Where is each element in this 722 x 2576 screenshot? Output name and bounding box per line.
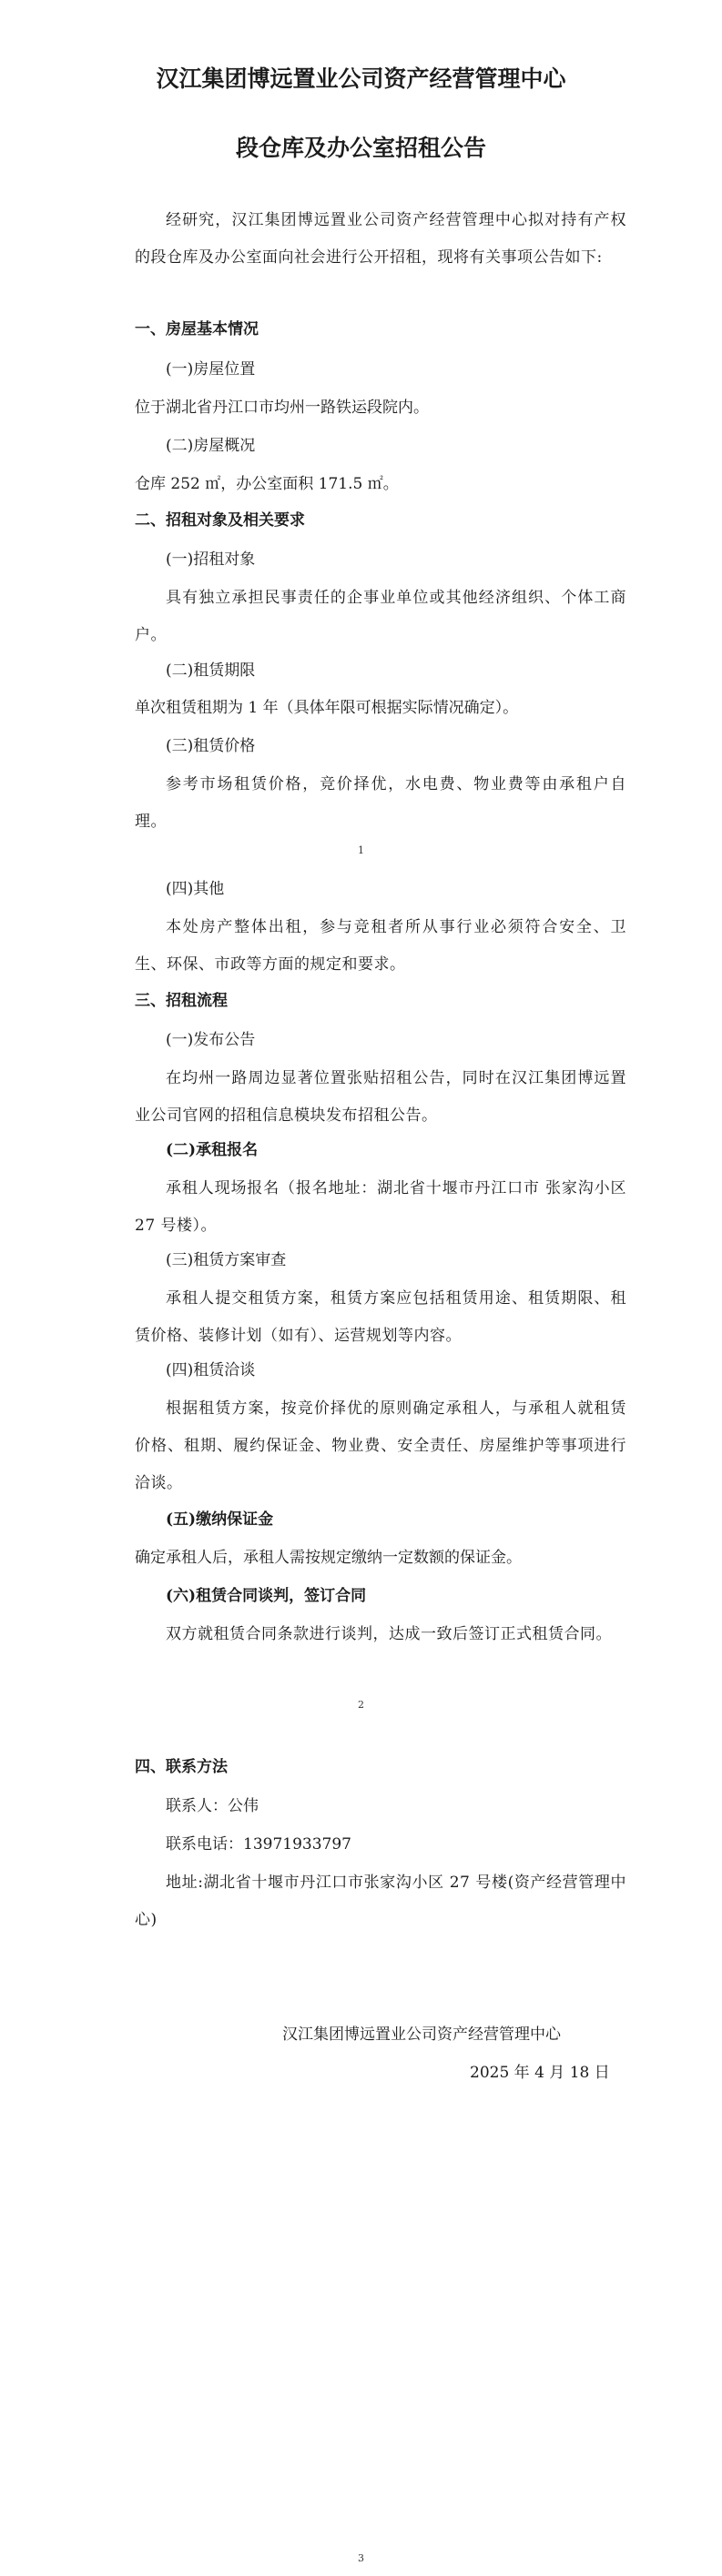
- page-number-3: 3: [358, 2552, 364, 2564]
- subsection-2-1-heading: (一)招租对象: [166, 551, 256, 569]
- page-number-2: 2: [358, 1699, 364, 1711]
- contact-phone-row: [166, 1834, 351, 1855]
- section-3-heading: 三、招租流程: [135, 992, 228, 1010]
- subsection-3-6-text: 双方就租赁合同条款进行谈判，达成一致后签订正式租赁合同。: [166, 1625, 612, 1643]
- contact-address: 地址:湖北省十堰市丹江口市张家沟小区 27 号楼(资产经营管理中心): [135, 1874, 626, 1929]
- subsection-2-1-text: 具有独立承担民事责任的企事业单位或其他经济组织、个体工商户。: [135, 589, 626, 644]
- contact-phone-label: 联系电话：: [166, 1835, 243, 1854]
- subsection-1-1-heading: (一)房屋位置: [166, 360, 256, 379]
- subsection-3-1-heading: (一)发布公告: [166, 1031, 256, 1049]
- contact-phone-number: 13971933797: [243, 1835, 351, 1854]
- document-page-2: [0, 860, 722, 1720]
- subsection-3-3-heading: (三)租赁方案审查: [166, 1251, 287, 1269]
- subsection-2-3-heading: (三)租赁价格: [166, 737, 256, 755]
- subsection-1-1-text: 位于湖北省丹江口市均州一路铁运段院内。: [135, 399, 429, 417]
- subsection-3-2-heading: (二)承租报名: [166, 1141, 259, 1159]
- page-number-1: 1: [358, 844, 364, 856]
- subsection-3-5-text: 确定承租人后，承租人需按规定缴纳一定数额的保证金。: [135, 1549, 522, 1567]
- title-line-2: 段仓库及办公室招租公告: [235, 135, 486, 161]
- signature-organization: 汉江集团博远置业公司资产经营管理中心: [282, 2025, 561, 2044]
- subsection-2-2-text: 单次租赁租期为 1 年（具体年限可根据实际情况确定）。: [135, 699, 519, 717]
- intro-paragraph: 经研究，汉江集团博远置业公司资产经营管理中心拟对持有产权的段仓库及办公室面向社会进行公开招租，现将有关事项公告如下:: [135, 211, 626, 267]
- section-2-heading: 二、招租对象及相关要求: [135, 511, 305, 530]
- subsection-2-4-heading: (四)其他: [166, 880, 225, 898]
- subsection-2-4-text: 本处房产整体出租，参与竞租者所从事行业必须符合安全、卫生、环保、市政等方面的规定和要求。: [135, 918, 626, 974]
- subsection-3-6-heading: (六)租赁合同谈判，签订合同: [166, 1587, 367, 1605]
- subsection-3-4-heading: (四)租赁洽谈: [166, 1361, 256, 1379]
- signature-date: 2025 年 4 月 18 日: [470, 2064, 610, 2082]
- section-4-heading: 四、联系方法: [135, 1758, 228, 1776]
- subsection-1-2-heading: (二)房屋概况: [166, 437, 256, 455]
- document-page-1: [0, 0, 722, 860]
- subsection-2-3-text: 参考市场租赁价格，竞价择优，水电费、物业费等由承租户自理。: [135, 775, 626, 831]
- subsection-3-3-text: 承租人提交租赁方案，租赁方案应包括租赁用途、租赁期限、租赁价格、装修计划（如有）、运营规划等内容。: [135, 1289, 626, 1345]
- contact-person: 联系人：公伟: [166, 1797, 259, 1815]
- subsection-1-2-text: 仓库 252 ㎡，办公室面积 171.5 ㎡。: [135, 475, 399, 493]
- title-line-1: 汉江集团博远置业公司资产经营管理中心: [156, 66, 566, 92]
- subsection-2-2-heading: (二)租赁期限: [166, 662, 256, 680]
- section-1-heading: 一、房屋基本情况: [135, 320, 259, 338]
- subsection-3-1-text: 在均州一路周边显著位置张贴招租公告，同时在汉江集团博远置业公司官网的招租信息模块发布招租公告。: [135, 1069, 626, 1125]
- document-page-3: [0, 1720, 722, 2576]
- subsection-3-5-heading: (五)缴纳保证金: [166, 1510, 274, 1529]
- subsection-3-4-text: 根据租赁方案，按竞价择优的原则确定承租人，与承租人就租赁价格、租期、履约保证金、物业费、安全责任、房屋维护等事项进行洽谈。: [135, 1399, 626, 1492]
- subsection-3-2-text: 承租人现场报名（报名地址：湖北省十堰市丹江口市 张家沟小区 27 号楼）。: [135, 1179, 626, 1235]
